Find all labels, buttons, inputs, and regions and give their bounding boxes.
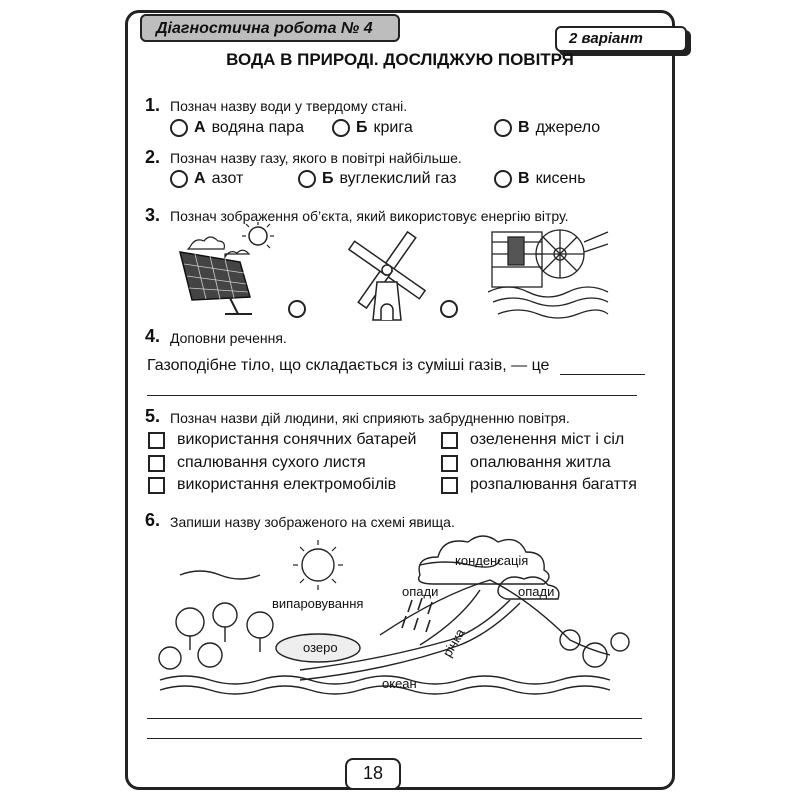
radio-circle[interactable] bbox=[170, 170, 188, 188]
radio-circle[interactable] bbox=[298, 170, 316, 188]
sun-icon bbox=[302, 549, 334, 581]
q3-answer-circle-1[interactable] bbox=[288, 300, 306, 318]
q4-number: 4. bbox=[145, 326, 161, 346]
q2-option-b[interactable] bbox=[298, 170, 457, 188]
work-title-banner: Діагностична робота № 4 bbox=[140, 14, 400, 42]
q3-text: Познач зображення об’єкта, який використовує енергію вітру. bbox=[170, 208, 569, 224]
option-letter: Б bbox=[356, 119, 368, 136]
option-label: використання сонячних батарей bbox=[177, 431, 417, 448]
option-letter: Б bbox=[322, 170, 334, 187]
q6-number: 6. bbox=[145, 510, 161, 530]
q3-answer-circle-2[interactable] bbox=[440, 300, 458, 318]
q5-option-left-1[interactable] bbox=[148, 431, 416, 449]
checkbox[interactable] bbox=[148, 432, 165, 449]
radio-circle[interactable] bbox=[170, 119, 188, 137]
solar-panel-image bbox=[170, 222, 285, 322]
q5-option-right-2[interactable] bbox=[441, 454, 611, 472]
q5-option-right-1[interactable] bbox=[441, 431, 624, 449]
q4-answer-line-1[interactable] bbox=[560, 374, 645, 375]
q3-number: 3. bbox=[145, 205, 161, 225]
page-title: ВОДА В ПРИРОДІ. ДОСЛІДЖУЮ ПОВІТРЯ bbox=[226, 50, 574, 69]
q5-text: Познач назви дій людини, які сприяють забрудненню повітря. bbox=[170, 410, 570, 426]
checkbox[interactable] bbox=[441, 432, 458, 449]
q5-option-left-2[interactable] bbox=[148, 454, 366, 472]
page-number: 18 bbox=[345, 758, 401, 790]
q1-option-a[interactable] bbox=[170, 119, 304, 137]
checkbox[interactable] bbox=[441, 455, 458, 472]
label-river: річка bbox=[439, 625, 468, 660]
q1-text: Познач назву води у твердому стані. bbox=[170, 98, 408, 114]
checkbox[interactable] bbox=[148, 477, 165, 494]
windmill-image bbox=[345, 222, 440, 322]
radio-circle[interactable] bbox=[332, 119, 350, 137]
label-precipitation-left: опади bbox=[402, 584, 439, 599]
q2-number: 2. bbox=[145, 147, 161, 167]
q1-option-b[interactable] bbox=[332, 119, 413, 137]
q4-text: Доповни речення. bbox=[170, 330, 287, 346]
checkbox[interactable] bbox=[148, 455, 165, 472]
q2-option-a[interactable] bbox=[170, 170, 243, 188]
water-cycle-diagram bbox=[150, 530, 650, 710]
q6-answer-line-1[interactable] bbox=[147, 718, 642, 719]
q5-option-right-3[interactable] bbox=[441, 476, 637, 494]
option-label: озеленення міст і сіл bbox=[470, 431, 625, 448]
label-evaporation: випаровування bbox=[272, 596, 364, 611]
option-label: водяна пара bbox=[211, 119, 304, 136]
option-label: опалювання житла bbox=[470, 454, 611, 471]
option-label: спалювання сухого листя bbox=[177, 454, 366, 471]
option-letter: В bbox=[518, 119, 530, 136]
option-label: розпалювання багаття bbox=[470, 476, 637, 493]
q5-number: 5. bbox=[145, 406, 161, 426]
option-label: джерело bbox=[535, 119, 601, 136]
label-ocean: океан bbox=[382, 676, 417, 691]
option-label: крига bbox=[373, 119, 413, 136]
option-label: використання електромобілів bbox=[177, 476, 397, 493]
option-label: кисень bbox=[535, 170, 586, 187]
q6-text: Запиши назву зображеного на схемі явища. bbox=[170, 514, 455, 530]
option-letter: А bbox=[194, 170, 206, 187]
radio-circle[interactable] bbox=[494, 170, 512, 188]
radio-circle[interactable] bbox=[494, 119, 512, 137]
label-precipitation-right: опади bbox=[518, 584, 555, 599]
q6-answer-line-2[interactable] bbox=[147, 738, 642, 739]
option-label: вуглекислий газ bbox=[339, 170, 457, 187]
water-mill-image bbox=[488, 222, 613, 322]
q2-option-c[interactable] bbox=[494, 170, 586, 188]
q2-text: Познач назву газу, якого в повітрі найбільше. bbox=[170, 150, 462, 166]
option-letter: В bbox=[518, 170, 530, 187]
q4-answer-line-2[interactable] bbox=[147, 395, 637, 396]
checkbox[interactable] bbox=[441, 477, 458, 494]
q5-option-left-3[interactable] bbox=[148, 476, 396, 494]
label-condensation: конденсація bbox=[455, 553, 529, 568]
option-letter: А bbox=[194, 119, 206, 136]
variant-badge: 2 варіант bbox=[555, 26, 687, 52]
q4-sentence: Газоподібне тіло, що складається із суміші газів, — це bbox=[147, 357, 550, 374]
label-lake: озеро bbox=[303, 640, 338, 655]
option-label: азот bbox=[211, 170, 244, 187]
q1-number: 1. bbox=[145, 95, 161, 115]
q1-option-c[interactable] bbox=[494, 119, 600, 137]
